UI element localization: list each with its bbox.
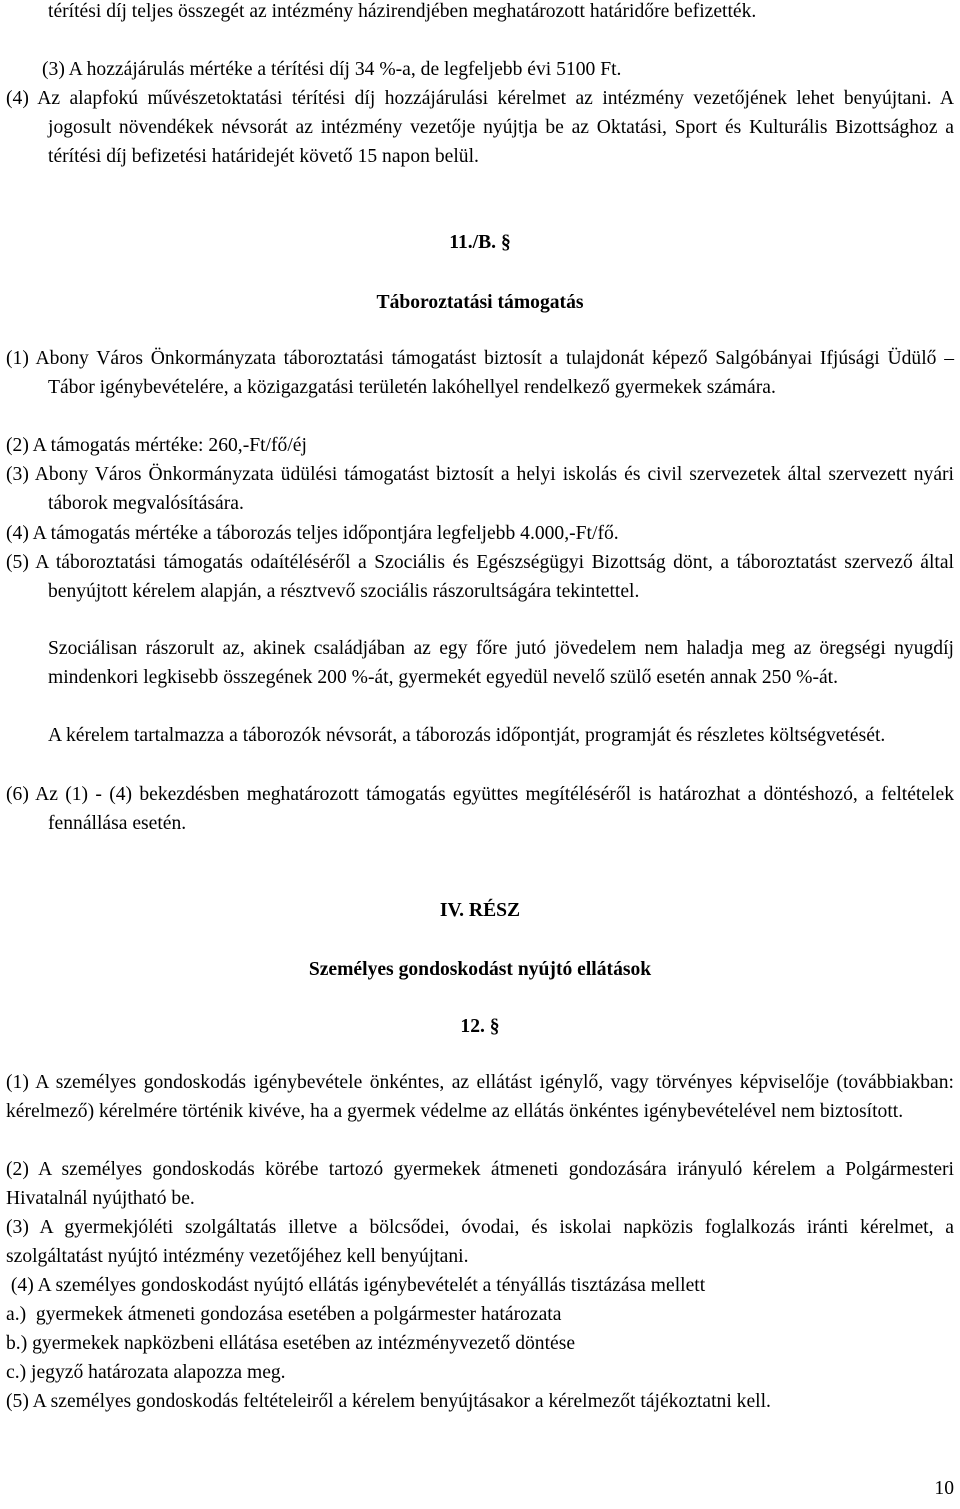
part-title: Személyes gondoskodást nyújtó ellátások: [308, 959, 652, 980]
section-11b-paragraph-5b: Szociálisan rászorult az, akinek családjában az egy főre jutó jövedelem nem haladja meg az öregségi nyugdíj mindenkori legkisebb összegének 200 %-át, gyermekét egyedül nevelő szülő esetén annak 250 %-át.: [48, 638, 954, 688]
section-12-item-b: b.) gyermekek napközbeni ellátása esetében az intézményvezető döntése: [6, 1333, 576, 1354]
section-12-paragraph-1: (1) A személyes gondoskodás igénybevétele önkéntes, az ellátást igénylő, vagy törvényes képviselője (továbbiakban: kérelmező) kérelmére történik kivéve, ha a gyermek védelme az ellátás önkéntes igénybevételével nem biztosított.: [6, 1072, 954, 1122]
section-11b-paragraph-2: (2) A támogatás mértéke: 260,-Ft/fő/éj: [6, 435, 307, 456]
section-12-item-a: a.) gyermekek átmeneti gondozása esetében a polgármester határozata: [6, 1304, 562, 1325]
section-11b-paragraph-3: (3) Abony Város Önkormányzata üdülési támogatást biztosít a helyi iskolás és civil szervezetek által szervezett nyári táborok megvalósítására.: [6, 464, 954, 514]
section-number-11b: 11./B. §: [449, 232, 511, 253]
section-11b-paragraph-5c: A kérelem tartalmazza a táborozók névsorát, a táborozás időpontját, programját és részletes költségvetését.: [48, 725, 886, 746]
section-title-taboroztatasi: Táboroztatási támogatás: [376, 292, 584, 313]
section-12-item-c: c.) jegyző határozata alapozza meg.: [6, 1362, 286, 1383]
part-heading: IV. RÉSZ: [439, 900, 521, 921]
section-12-paragraph-4: (4) A személyes gondoskodást nyújtó ellátás igénybevételét a tényállás tisztázása mellett: [6, 1275, 706, 1296]
section-12-paragraph-5: (5) A személyes gondoskodás feltételeiről a kérelem benyújtásakor a kérelmezőt tájékoztatni kell.: [6, 1391, 771, 1412]
section-11b-paragraph-1: (1) Abony Város Önkormányzata táboroztatási támogatást biztosít a tulajdonát képező Salgóbányai Ifjúsági Üdülő – Tábor igénybevételére, a közigazgatási területén lakóhellyel rendelkező gyermekek számára.: [6, 348, 954, 398]
section-number-12: 12. §: [460, 1016, 500, 1037]
paragraph-continuation: térítési díj teljes összegét az intézmény házirendjében meghatározott határidőre befizették.: [48, 1, 757, 22]
paragraph-3: (3) A hozzájárulás mértéke a térítési díj 34 %-a, de legfeljebb évi 5100 Ft.: [42, 59, 622, 80]
section-12-paragraph-2: (2) A személyes gondoskodás körébe tartozó gyermekek átmeneti gondozására irányuló kérelem a Polgármesteri Hivatalnál nyújtható be.: [6, 1159, 954, 1209]
section-11b-paragraph-5: (5) A táboroztatási támogatás odaítéléséről a Szociális és Egészségügyi Bizottság dönt, a táboroztatást szervező által benyújtott kérelem alapján, a résztvevő szociális rászorultságára tekintettel.: [6, 552, 954, 602]
page-number: 10: [934, 1478, 954, 1499]
section-11b-paragraph-6: (6) Az (1) - (4) bekezdésben meghatározott támogatás együttes megítéléséről is határozhat a döntéshozó, a feltételek fennállása esetén.: [6, 784, 954, 834]
paragraph-4: (4) Az alapfokú művészetoktatási térítési díj hozzájárulási kérelmet az intézmény vezetőjének lehet benyújtani. A jogosult növendékek névsorát az intézmény vezetője nyújtja be az Oktatási, Sport és Kulturális Bizottsághoz a térítési díj befizetési határidejét követő 15 napon belül.: [6, 88, 954, 167]
section-11b-paragraph-4: (4) A támogatás mértéke a táborozás teljes időpontjára legfeljebb 4.000,-Ft/fő.: [6, 523, 619, 544]
section-12-paragraph-3: (3) A gyermekjóléti szolgáltatás illetve a bölcsődei, óvodai, és iskolai napközis foglalkozás iránti kérelmet, a szolgáltatást nyújtó intézmény vezetőjéhez kell benyújtani.: [6, 1217, 954, 1267]
